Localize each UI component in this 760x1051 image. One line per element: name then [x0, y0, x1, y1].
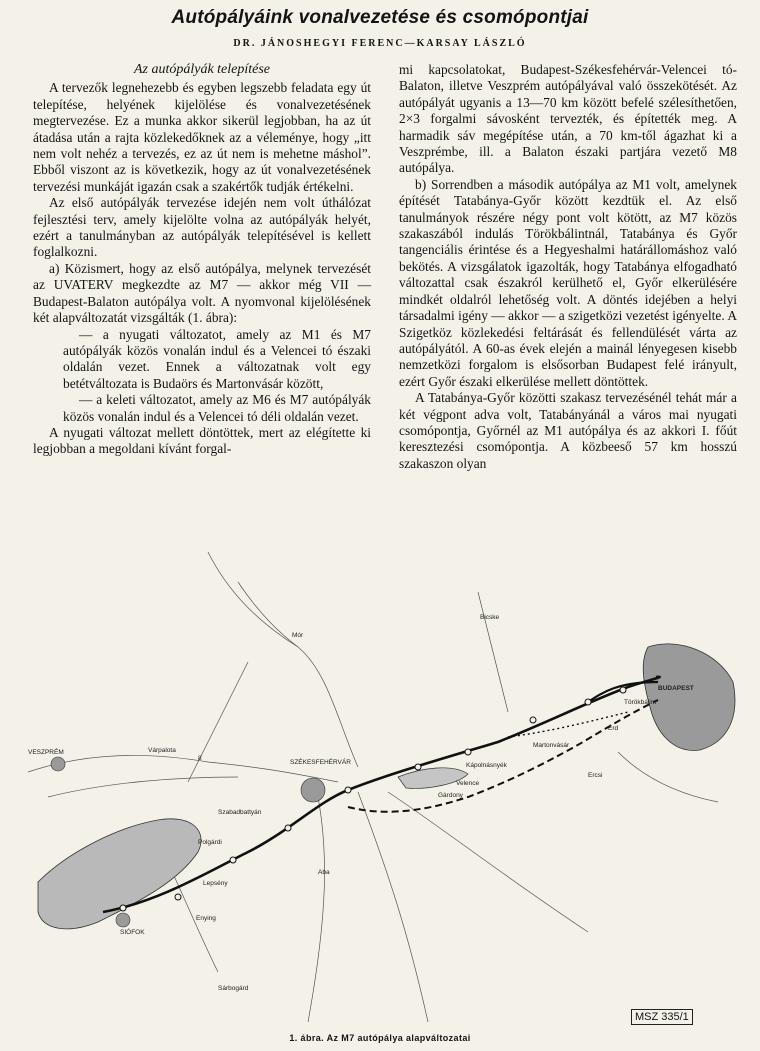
label-szabadbattyan: Szabadbattyán — [218, 809, 262, 816]
dash-item: — a keleti változatot, amely az M6 és M7 autópályák közös vonalán indul és a Velencei tó déli oldalán vezet. — [63, 392, 371, 424]
route-map — [28, 552, 740, 1022]
figure-caption: 1. ábra. Az M7 autópálya alapváltozatai — [289, 1033, 471, 1043]
article-title: Autópályáink vonalvezetése és csomópontjai — [171, 7, 589, 28]
label-aba: Aba — [318, 869, 330, 876]
label-bicske: Bicske — [480, 614, 500, 621]
label-veszprem: VESZPRÉM — [28, 749, 64, 756]
label-sarbogard: Sárbogárd — [218, 985, 249, 992]
label-enying: Enying — [196, 915, 216, 922]
label-martonvasar: Martonvásár — [533, 742, 570, 749]
label-erd: Érd — [608, 725, 619, 732]
route-8-label: 8 — [198, 755, 202, 762]
lake-balaton — [38, 819, 201, 929]
budapest-area — [643, 644, 735, 751]
label-gardony: Gárdony — [438, 792, 463, 799]
paragraph: a) Közismert, hogy az első autópálya, melynek tervezését az UVATERV megkezdte az M7 — akkor még VII — Budapest-Balaton autópálya volt. A nyomvonal kijelölésének két alapváltozatát vizsgálták (1. ábra): — [33, 260, 371, 326]
label-polgardi: Polgárdi — [198, 839, 222, 846]
minor-roads — [28, 552, 718, 1022]
paragraph: A Tatabánya-Győr közötti szakasz tervezésénél tehát már a két végpont adva volt, Tatabányánál a város mai nyugati csomópontja, Győrnél az M1 autópálya és az akkori I. főút keresztezési csomópontja. A közbeeső 57 km hosszú szakaszon olyan — [399, 390, 737, 471]
article-authors: DR. JÁNOSHEGYI FERENC—KARSAY LÁSZLÓ — [233, 38, 527, 49]
veszprem-area — [51, 757, 65, 771]
label-velence: Velence — [456, 780, 480, 787]
paragraph: A nyugati változat mellett döntöttek, mert az elégítette ki legjobban a megoldani kívánt forgal- — [33, 424, 371, 457]
right-column — [399, 62, 737, 472]
label-ercsi: Ercsi — [588, 772, 603, 779]
paragraph: A tervezők legnehezebb és egyben legszebb feladata egy út telepítése, helyének kijelölése és vonalvezetésének megtervezése. Ez a munka akkor sikerül legjobban, ha az út átadása után a rajta közlekedőknek az a véleménye, hogy „itt nem volt nehéz a tervezés, ez az út nem is mehetne máshol”. Ebből viszont az is következik, hogy az út vonalvezetésének tervezési munkáját igazán csak a szakértők tudják értékelni. — [33, 80, 371, 194]
label-szekesfehervar: SZÉKESFEHÉRVÁR — [290, 759, 351, 766]
left-column — [33, 62, 371, 458]
label-budapest: BUDAPEST — [658, 685, 694, 692]
paragraph: b) Sorrendben a második autópálya az M1 volt, amelynek építését Tatabánya-Győr között kezdtük el. Az első tanulmányok részére négy pont volt kötött, az M7 közös szakaszából indulás Törökbálintnál, Tatabánya és Győr tangenciális érintése és a Hegyeshalmi határállomáshoz való bekötés. A vizsgálatok igazolták, hogy Tatabánya elfogadható változattal csak északról kerülhető el, Győr elkerülésére mindkét oldalról lehetőség volt. A döntés idejében a helyi társadalmi igény — akkor — a szigetközi vezetést igényelte. A Szigetköz közlekedési feltárását és fellendülését várta az autópályától. A 60-as évek elején a mainál lényegesen kisebb nemzetközi forgalom is elsősorban Budapest felé irányult, ezért Győr északi elkerülése mellett döntöttek. — [399, 176, 737, 389]
label-torokbalint: Törökbálint — [624, 699, 657, 706]
m7-western-variant — [103, 677, 660, 912]
label-varpalota: Várpalota — [148, 747, 176, 754]
siofok-area — [116, 913, 130, 927]
standard-stamp: MSZ 335/1 — [631, 1009, 693, 1025]
label-siofok: SIÓFOK — [120, 929, 145, 936]
paragraph: Az első autópályák tervezése idején nem volt úthálózat fejlesztési terv, amely kijelölte volna az autópályák helyét, ezért a tanulmányban az autópályák telepítésével is kellett foglalkozni. — [33, 195, 371, 260]
paragraph: mi kapcsolatokat, Budapest-Székesfehérvár-Velencei tó-Balaton, illetve Veszprém autópályával való összekötését. Az autópályát ugyanis a 13—70 km között befelé szélesíthetően, 2×3 forgalmi sávosként tervezték, és építették meg. A harmadik sáv megépítése után, a 70 km-től ágazhat ki a Veszprémbe, ill. a Balaton északi partjára vezető M8 autópálya. — [399, 62, 737, 176]
label-mor: Mór — [292, 632, 304, 639]
dash-item: — a nyugati változatot, amely az M1 és M7 autópályák közös vonalán indul és a Velencei tó északi oldalán vezet. Ennek a változatnak volt egy betétváltozata is Budaörs és Martonvásár között, — [63, 326, 371, 391]
section-subheading: Az autópályák telepítése — [133, 62, 271, 77]
szekesfehervar-area — [301, 778, 325, 802]
label-lepseny: Lepsény — [203, 880, 228, 887]
label-kapolnasnyek: Kápolnásnyék — [466, 762, 507, 769]
